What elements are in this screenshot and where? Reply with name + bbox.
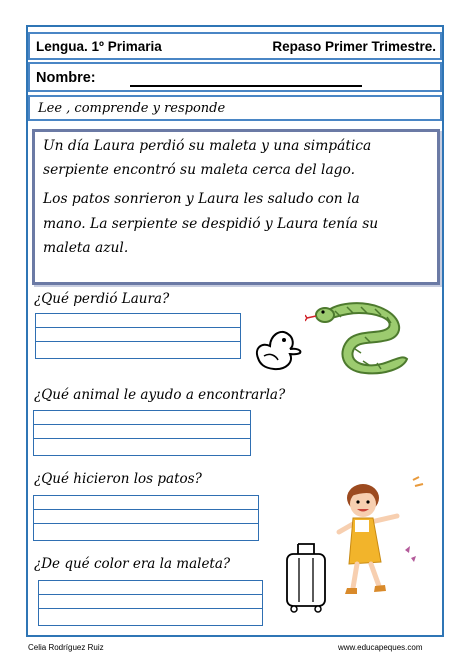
story-box (32, 129, 440, 285)
snake-icon (305, 293, 415, 375)
girl-icon (335, 476, 425, 606)
story-line: mano. La serpiente se despidió y Laura tenía su (43, 216, 379, 232)
instruction-text: Lee , comprende y responde (38, 101, 226, 116)
duck-icon (250, 318, 306, 374)
instruction-box (28, 95, 442, 121)
name-field[interactable] (130, 85, 362, 87)
question-2: ¿Qué animal le ayudo a encontrarla? (34, 387, 286, 403)
answer-lines-3[interactable] (33, 495, 259, 541)
story-line: serpiente encontró su maleta cerca del lago. (43, 162, 355, 178)
header-box (28, 32, 442, 60)
answer-lines-2[interactable] (33, 410, 251, 456)
footer-author: Celia Rodríguez Ruiz (28, 643, 104, 652)
worksheet-title: Repaso Primer Trimestre. (272, 39, 436, 54)
question-3: ¿Qué hicieron los patos? (34, 471, 202, 487)
subject-label: Lengua. 1º Primaria (36, 39, 162, 54)
footer-site: www.educapeques.com (338, 643, 423, 652)
name-box (28, 62, 442, 92)
question-1: ¿Qué perdió Laura? (34, 291, 170, 307)
question-4: ¿De qué color era la maleta? (34, 556, 231, 572)
story-line: maleta azul. (43, 240, 129, 256)
name-label: Nombre: (36, 70, 96, 86)
suitcase-icon (284, 540, 328, 614)
answer-lines-1[interactable] (35, 313, 241, 359)
story-line: Un día Laura perdió su maleta y una simpática (43, 138, 372, 154)
answer-lines-4[interactable] (38, 580, 263, 626)
story-line: Los patos sonrieron y Laura les saludo con la (43, 191, 360, 207)
